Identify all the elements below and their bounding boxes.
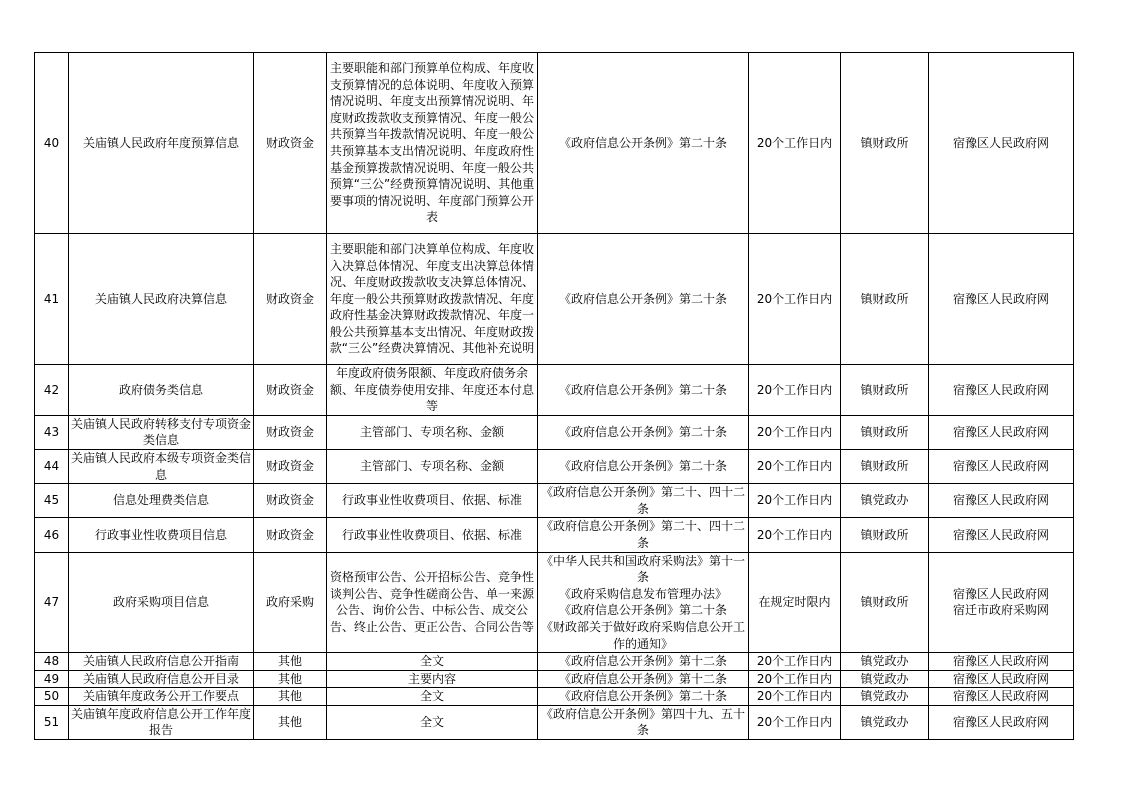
disclosure-channel-cell: [929, 484, 1074, 518]
legal-basis-cell: [538, 653, 749, 671]
disclosure-channel: 宿豫区人民政府网: [952, 493, 1049, 508]
info-content: 主要职能和部门预算单位构成、年度收支预算情况的总体说明、年度收入预算情况说明、年度支出预算情况说明、年度财政拨款收支预算情况、年度一般公共预算当年拨款情况说明、年度一般公共预算基本支出情况说明、年度政府性基金预算拨款情况说明、年度一般公共预算“三公”经费预算情况说明、其他重要事项的情况说明、年度部门预算公开表: [329, 61, 535, 225]
row-number: 49: [43, 671, 60, 686]
info-category-cell: [254, 484, 327, 518]
disclosure-deadline: 20个工作日内: [756, 291, 833, 306]
responsible-dept: 镇财政所: [860, 382, 909, 397]
info-name: 政府采购项目信息: [112, 595, 209, 610]
responsible-dept: 镇财政所: [860, 291, 909, 306]
info-name: 行政事业性收费项目信息: [94, 527, 227, 542]
info-name: 信息处理费类信息: [112, 493, 209, 508]
legal-basis: 《政府信息公开条例》第二十、四十二条: [540, 485, 745, 516]
info-category: 财政资金: [265, 135, 314, 150]
disclosure-channel-cell: [929, 552, 1074, 653]
disclosure-channel: 宿豫区人民政府网: [952, 654, 1049, 669]
responsible-dept-cell: [841, 484, 929, 518]
disclosure-deadline-cell: [749, 670, 841, 688]
disclosure-deadline: 20个工作日内: [756, 459, 833, 474]
disclosure-channel: 宿豫区人民政府网: [952, 689, 1049, 704]
legal-basis: 《政府信息公开条例》第二十条: [558, 689, 727, 704]
disclosure-deadline: 20个工作日内: [756, 654, 833, 669]
info-category-cell: [254, 688, 327, 706]
disclosure-channel: 宿豫区人民政府网: [952, 382, 1049, 397]
info-name-cell: [69, 53, 254, 234]
responsible-dept-cell: [841, 365, 929, 416]
info-content-cell: [327, 53, 538, 234]
info-content: 全文: [419, 654, 444, 669]
responsible-dept-cell: [841, 234, 929, 365]
info-content: 行政事业性收费项目、依据、标准: [341, 527, 522, 542]
legal-basis: 《政府信息公开条例》第二十条: [558, 425, 727, 440]
info-name-cell: [69, 670, 254, 688]
legal-basis-cell: [538, 234, 749, 365]
disclosure-channel: 宿豫区人民政府网: [952, 135, 1049, 150]
disclosure-deadline-cell: [749, 552, 841, 653]
row-number: 48: [43, 654, 60, 669]
disclosure-channel: 宿豫区人民政府网: [952, 291, 1049, 306]
legal-basis-cell: [538, 688, 749, 706]
row-number: 42: [43, 382, 60, 397]
info-content-cell: [327, 415, 538, 449]
disclosure-deadline-cell: [749, 415, 841, 449]
info-category-cell: [254, 518, 327, 552]
info-name: 关庙镇年度政务公开工作要点: [82, 689, 239, 704]
info-category-cell: [254, 449, 327, 483]
info-content-cell: [327, 234, 538, 365]
legal-basis-cell: [538, 365, 749, 416]
info-name-cell: [69, 484, 254, 518]
responsible-dept-cell: [841, 688, 929, 706]
info-name: 关庙镇人民政府信息公开指南: [82, 654, 239, 669]
row-number-cell: [35, 518, 69, 552]
responsible-dept: 镇财政所: [860, 459, 909, 474]
info-content-cell: [327, 552, 538, 653]
disclosure-channel-cell: [929, 365, 1074, 416]
disclosure-channel: 宿豫区人民政府网: [952, 671, 1049, 686]
info-name-cell: [69, 653, 254, 671]
table-row: [35, 484, 1074, 518]
info-category-cell: [254, 670, 327, 688]
disclosure-deadline: 20个工作日内: [756, 671, 833, 686]
info-name: 关庙镇年度政府信息公开工作年度报告: [71, 706, 252, 738]
info-name-cell: [69, 415, 254, 449]
table-row: [35, 415, 1074, 449]
info-category: 财政资金: [265, 459, 314, 474]
info-name-cell: [69, 365, 254, 416]
table-row: [35, 705, 1074, 739]
info-content: 年度政府债务限额、年度政府债务余额、年度债券使用安排、年度还本付息等: [329, 366, 534, 414]
disclosure-channel-cell: [929, 653, 1074, 671]
table-row: [35, 449, 1074, 483]
responsible-dept-cell: [841, 53, 929, 234]
info-name-cell: [69, 688, 254, 706]
row-number-cell: [35, 449, 69, 483]
info-name-cell: [69, 518, 254, 552]
row-number: 41: [43, 291, 60, 306]
legal-basis: 《政府信息公开条例》第四十九、五十条: [540, 706, 745, 738]
row-number-cell: [35, 552, 69, 653]
info-content: 主要职能和部门决算单位构成、年度收入决算总体情况、年度支出决算总体情况、年度财政拨款收支决算总体情况、年度一般公共预算财政拨款情况、年度政府性基金决算财政拨款情况、年度一般公共预算基本支出情况、年度财政拨款“三公”经费决算情况、其他补充说明: [329, 241, 535, 356]
disclosure-deadline: 20个工作日内: [756, 689, 833, 704]
info-name: 关庙镇人民政府转移支付专项资金类信息: [71, 416, 252, 448]
info-content: 全文: [419, 715, 444, 730]
disclosure-deadline-cell: [749, 234, 841, 365]
info-name: 关庙镇人民政府决算信息: [94, 291, 227, 306]
info-category-cell: [254, 653, 327, 671]
legal-basis: 《政府信息公开条例》第二十条: [558, 135, 727, 150]
responsible-dept: 镇财政所: [860, 135, 909, 150]
info-category: 其他: [277, 689, 302, 704]
row-number-cell: [35, 705, 69, 739]
disclosure-deadline-cell: [749, 705, 841, 739]
disclosure-catalog-table: [34, 52, 1074, 740]
info-category: 其他: [277, 715, 302, 730]
info-name-cell: [69, 449, 254, 483]
responsible-dept-cell: [841, 449, 929, 483]
row-number-cell: [35, 653, 69, 671]
legal-basis-cell: [538, 415, 749, 449]
table-row: [35, 365, 1074, 416]
info-content: 资格预审公告、公开招标公告、竞争性谈判公告、竞争性磋商公告、单一来源公告、询价公告、中标公告、成交公告、终止公告、更正公告、合同公告等: [329, 570, 534, 634]
table-row: [35, 53, 1074, 234]
disclosure-deadline-cell: [749, 449, 841, 483]
disclosure-channel: 宿豫区人民政府网: [952, 715, 1049, 730]
responsible-dept: 镇财政所: [860, 527, 909, 542]
disclosure-deadline-cell: [749, 484, 841, 518]
row-number: 43: [43, 425, 60, 440]
info-name-cell: [69, 705, 254, 739]
responsible-dept: 镇党政办: [860, 654, 909, 669]
disclosure-channel: 宿豫区人民政府网: [952, 527, 1049, 542]
responsible-dept-cell: [841, 552, 929, 653]
row-number-cell: [35, 688, 69, 706]
info-category-cell: [254, 234, 327, 365]
info-name-cell: [69, 234, 254, 365]
legal-basis-cell: [538, 449, 749, 483]
legal-basis: 《政府信息公开条例》第二十条: [558, 459, 727, 474]
responsible-dept: 镇党政办: [860, 493, 909, 508]
info-category: 财政资金: [265, 527, 314, 542]
disclosure-deadline-cell: [749, 518, 841, 552]
disclosure-channel-cell: [929, 234, 1074, 365]
row-number: 44: [43, 459, 60, 474]
info-name: 关庙镇人民政府信息公开目录: [82, 671, 239, 686]
info-content: 主管部门、专项名称、金额: [359, 425, 504, 440]
info-category: 其他: [277, 671, 302, 686]
disclosure-deadline: 20个工作日内: [756, 135, 833, 150]
disclosure-channel: 宿豫区人民政府网 宿迁市政府采购网: [952, 586, 1049, 618]
info-name: 关庙镇人民政府本级专项资金类信息: [71, 450, 252, 482]
disclosure-channel: 宿豫区人民政府网: [952, 425, 1049, 440]
responsible-dept: 镇财政所: [860, 595, 909, 610]
info-content: 全文: [419, 689, 444, 704]
disclosure-deadline-cell: [749, 653, 841, 671]
disclosure-deadline: 20个工作日内: [756, 382, 833, 397]
legal-basis: 《政府信息公开条例》第十二条: [558, 654, 727, 669]
legal-basis-cell: [538, 518, 749, 552]
disclosure-channel-cell: [929, 415, 1074, 449]
info-category: 财政资金: [265, 382, 314, 397]
table-row: [35, 518, 1074, 552]
info-category-cell: [254, 365, 327, 416]
disclosure-channel-cell: [929, 518, 1074, 552]
table-row: [35, 670, 1074, 688]
disclosure-channel-cell: [929, 449, 1074, 483]
disclosure-deadline-cell: [749, 53, 841, 234]
info-content-cell: [327, 365, 538, 416]
disclosure-deadline-cell: [749, 688, 841, 706]
disclosure-channel-cell: [929, 670, 1074, 688]
responsible-dept-cell: [841, 705, 929, 739]
responsible-dept-cell: [841, 415, 929, 449]
disclosure-deadline-cell: [749, 365, 841, 416]
row-number: 45: [43, 493, 60, 508]
disclosure-deadline: 20个工作日内: [756, 527, 833, 542]
disclosure-channel-cell: [929, 705, 1074, 739]
legal-basis-cell: [538, 705, 749, 739]
info-category-cell: [254, 415, 327, 449]
legal-basis-cell: [538, 53, 749, 234]
disclosure-channel-cell: [929, 53, 1074, 234]
row-number-cell: [35, 234, 69, 365]
responsible-dept-cell: [841, 518, 929, 552]
row-number-cell: [35, 365, 69, 416]
row-number-cell: [35, 53, 69, 234]
info-content-cell: [327, 688, 538, 706]
info-name: 关庙镇人民政府年度预算信息: [82, 135, 239, 150]
legal-basis: 《中华人民共和国政府采购法》第十一条 《政府采购信息发布管理办法》 《政府信息公开条例》第二十条 《财政部关于做好政府采购信息公开工作的通知》: [540, 553, 745, 651]
table-row: [35, 653, 1074, 671]
legal-basis: 《政府信息公开条例》第二十条: [558, 382, 727, 397]
disclosure-deadline: 20个工作日内: [756, 425, 833, 440]
row-number: 51: [43, 715, 60, 730]
row-number-cell: [35, 484, 69, 518]
responsible-dept: 镇财政所: [860, 425, 909, 440]
info-content-cell: [327, 670, 538, 688]
row-number: 50: [43, 689, 60, 704]
table-row: [35, 552, 1074, 653]
legal-basis-cell: [538, 484, 749, 518]
disclosure-channel-cell: [929, 688, 1074, 706]
info-category-cell: [254, 552, 327, 653]
responsible-dept: 镇党政办: [860, 715, 909, 730]
legal-basis-cell: [538, 670, 749, 688]
info-category: 其他: [277, 654, 302, 669]
info-category: 财政资金: [265, 425, 314, 440]
disclosure-deadline: 在规定时限内: [758, 595, 831, 610]
info-content-cell: [327, 653, 538, 671]
responsible-dept: 镇党政办: [860, 671, 909, 686]
table-row: [35, 688, 1074, 706]
row-number-cell: [35, 670, 69, 688]
info-category: 政府采购: [265, 595, 314, 610]
responsible-dept-cell: [841, 653, 929, 671]
disclosure-deadline: 20个工作日内: [756, 493, 833, 508]
row-number: 46: [43, 527, 60, 542]
table-row: [35, 234, 1074, 365]
row-number: 47: [43, 595, 60, 610]
legal-basis: 《政府信息公开条例》第十二条: [558, 671, 727, 686]
info-content: 行政事业性收费项目、依据、标准: [341, 493, 522, 508]
info-category: 财政资金: [265, 493, 314, 508]
info-name-cell: [69, 552, 254, 653]
info-content-cell: [327, 484, 538, 518]
info-content-cell: [327, 705, 538, 739]
responsible-dept: 镇党政办: [860, 689, 909, 704]
disclosure-channel: 宿豫区人民政府网: [952, 459, 1049, 474]
info-content: 主要内容: [407, 671, 456, 686]
row-number: 40: [43, 135, 60, 150]
responsible-dept-cell: [841, 670, 929, 688]
legal-basis: 《政府信息公开条例》第二十、四十二条: [540, 519, 745, 550]
info-category-cell: [254, 53, 327, 234]
info-name: 政府债务类信息: [118, 382, 203, 397]
disclosure-deadline: 20个工作日内: [756, 715, 833, 730]
info-category: 财政资金: [265, 291, 314, 306]
legal-basis-cell: [538, 552, 749, 653]
info-content-cell: [327, 449, 538, 483]
info-category-cell: [254, 705, 327, 739]
legal-basis: 《政府信息公开条例》第二十条: [558, 291, 727, 306]
info-content-cell: [327, 518, 538, 552]
info-content: 主管部门、专项名称、金额: [359, 459, 504, 474]
row-number-cell: [35, 415, 69, 449]
